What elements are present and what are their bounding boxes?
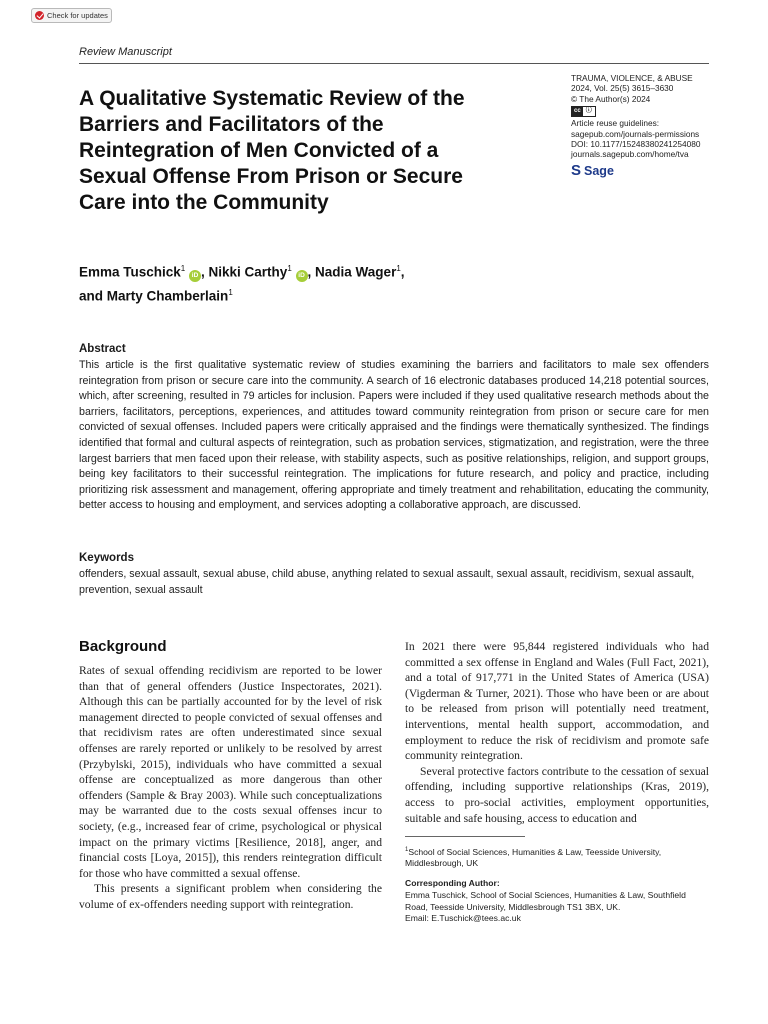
sage-logo-icon: S: [571, 161, 582, 179]
creative-commons-license-icon[interactable]: [571, 106, 596, 117]
affiliation-text: School of Social Sciences, Humanities & Law, Teesside University, Middlesbrough, UK: [405, 846, 662, 869]
permissions-link[interactable]: sagepub.com/journals-permissions: [571, 128, 700, 139]
copyright-notice: © The Author(s) 2024: [571, 93, 651, 104]
abstract-heading: Abstract: [79, 343, 126, 355]
body-paragraph: Several protective factors contribute to the cessation of sexual offending, including supportive relationships (Kras, 2019), access to pro-social activities, employment opportunities, suitable and safe housing, access to education and: [405, 764, 709, 825]
journal-info: [571, 73, 731, 179]
author-name[interactable]: Emma Tuschick: [79, 264, 181, 280]
corresponding-author-heading: Corresponding Author:: [405, 878, 500, 888]
affiliation-marker: 1: [287, 264, 292, 273]
footnote-divider: [405, 836, 525, 837]
sage-logo: [571, 161, 731, 179]
doi-link[interactable]: DOI: 10.1177/15248380241254080: [571, 139, 701, 150]
author-separator: ,: [307, 264, 316, 280]
affiliation-marker: 1: [180, 264, 186, 273]
body-column-right: [405, 639, 709, 826]
keywords-heading: Keywords: [79, 552, 134, 564]
author-conjunction: and: [79, 288, 107, 303]
publisher-name: Sage: [584, 163, 614, 178]
update-check-icon: [35, 11, 44, 20]
attribution-icon: ⓘ: [585, 108, 592, 115]
background-heading: Background: [79, 638, 167, 655]
check-for-updates-button[interactable]: [31, 8, 112, 23]
journal-volume: 2024, Vol. 25(5) 3615–3630: [571, 83, 674, 94]
cc-icon: cc: [574, 108, 581, 115]
orcid-icon[interactable]: iD: [296, 270, 308, 282]
author-name[interactable]: Nadia Wager: [315, 264, 397, 280]
corresponding-author-details: [405, 890, 705, 925]
corresponding-author-address: Emma Tuschick, School of Social Sciences, Humanities & Law, Southfield Road, Teesside University, Middlesbrough TS1 3BX, UK.: [405, 890, 686, 912]
affiliation-marker: 1: [405, 847, 409, 853]
header-divider: [79, 63, 709, 64]
journal-name: TRAUMA, VIOLENCE, & ABUSE: [571, 73, 693, 83]
journal-homepage-link[interactable]: journals.sagepub.com/home/tva: [571, 149, 689, 160]
body-paragraph: This presents a significant problem when considering the volume of ex-offenders needing support with reintegration.: [79, 882, 382, 911]
affiliation-marker: 1: [228, 287, 233, 297]
abstract-text: This article is the first qualitative systematic review of studies examining the barriers and facilitators to male sex offenders reintegration from prison or secure care into the community. A search of 16 electronic databases produced 14,218 potential sources, which, after screening, resulted in 79 articles for inclusion. Papers were included if they used qualitative research methods about the barriers, facilitators, perceptions, experiences, and attitudes toward community reintegration from prison or secure care for men convicted of sexual offenses. Included papers were critically appraised and the findings were thematically synthesized. The findings identified that formal and cultural aspects of reintegration, such as probation services, stigmatization, and registration, were the three largest barriers that men faced upon their release, with stability aspects, such as positive relationships, religion, and support groups, being key facilitators to their successful reintegration. The implications for future research, and policy and practice, including prioritizing risk assessment and management, offering appropriate and timely treatment and rehabilitation, educating the community, better access to housing and employment, and services adopting a collaborative approach, are discussed.: [79, 359, 709, 512]
check-for-updates-label: Check for updates: [47, 11, 108, 20]
body-paragraph: In 2021 there were 95,844 registered individuals who had committed a sex offense in England and Wales (Full Fact, 2021), and a total of 917,771 in the United States of America (USA) (Vigderman & Turner, 2021). Those who have been or are about to be released from prison will potentially need treatment, interventions, mental health support, accommodation, and employment to reduce the risk of recidivism and promote safe community reintegration.: [405, 640, 709, 763]
body-paragraph: Rates of sexual offending recidivism are reported to be lower than that of general offenders (Justice Inspectorates, 2021). Although this can be partially accounted for by the level of risk management directed to people convicted of sexual offenses and that recidivism rates are often underestimated since sexual offenses are rarely reported or unlikely to be resolved by arrest (Przybylski, 2015), individuals who have committed a sexual offense are conceptualized as more dangerous than other offenders (Sample & Bray 2003). While such conceptualizations may be warranted due to the costs sexual offenses incur to society, (e.g., increased fear of crime, psychological or physical impact on the primary victims [Resilience, 2018], anger, and financial costs [Loya, 2015]), this renders reintegration difficult for those who have committed a sexual offense.: [79, 664, 382, 880]
corresponding-author-email[interactable]: Email: E.Tuschick@tees.ac.uk: [405, 913, 521, 923]
keywords-text: offenders, sexual assault, sexual abuse, child abuse, anything related to sexual assault, sexual assault, recidivism, sexual assault, prevention, sexual assault: [79, 568, 695, 596]
author-list: [79, 259, 499, 306]
affiliation-marker: 1: [396, 264, 401, 273]
manuscript-type: Review Manuscript: [79, 46, 172, 58]
orcid-icon[interactable]: iD: [189, 270, 201, 282]
author-name[interactable]: Marty Chamberlain: [106, 288, 229, 303]
affiliation-footnote: [405, 845, 705, 870]
reuse-label: Article reuse guidelines:: [571, 118, 660, 129]
article-title: A Qualitative Systematic Review of the Barriers and Facilitators of the Reintegration of Men Convicted of a Sexual Offense From Prison or Secure Care into the Community: [79, 87, 465, 214]
author-separator: ,: [201, 264, 209, 280]
author-separator: ,: [400, 264, 405, 280]
author-name[interactable]: Nikki Carthy: [208, 264, 288, 280]
body-column-left: [79, 663, 382, 913]
